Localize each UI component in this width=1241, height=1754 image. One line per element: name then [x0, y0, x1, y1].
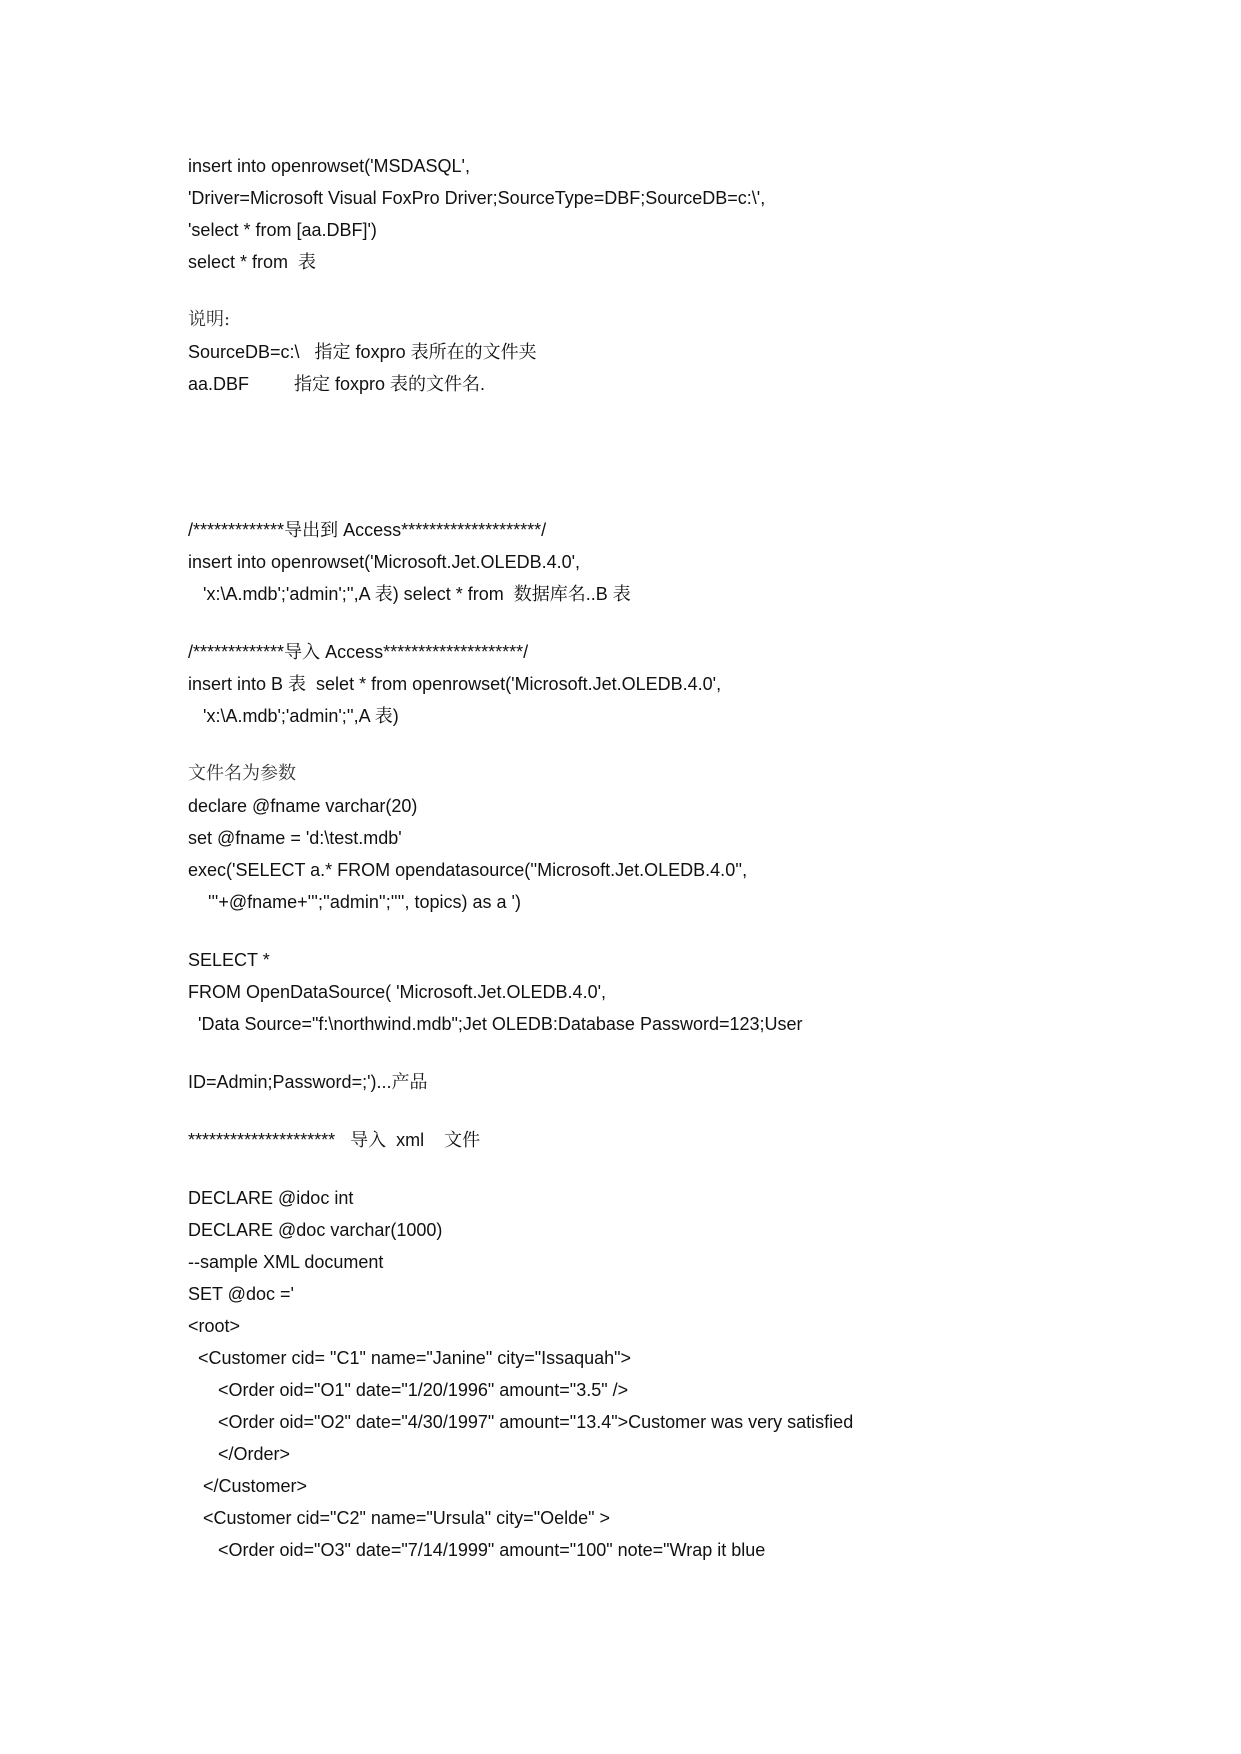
code-line: <Order oid="O3" date="7/14/1999" amount="100" note="Wrap it blue	[188, 1540, 766, 1560]
code-line: 'Data Source="f:\northwind.mdb";Jet OLEDB:Database Password=123;User	[188, 1014, 803, 1034]
code-line: declare @fname varchar(20)	[188, 796, 418, 816]
code-line: <Customer cid= "C1" name="Janine" city="Issaquah">	[188, 1348, 632, 1368]
note-line: SourceDB=c:\ 指定 foxpro 表所在的文件夹	[188, 342, 537, 362]
section-comment: ********************* 导入 xml 文件	[188, 1130, 481, 1150]
code-line: set @fname = 'd:\test.mdb'	[188, 828, 402, 848]
code-line: </Customer>	[188, 1476, 308, 1496]
note-heading: 说明:	[188, 309, 231, 330]
code-line: ID=Admin;Password=;')...产品	[188, 1072, 428, 1092]
code-line: FROM OpenDataSource( 'Microsoft.Jet.OLEDB.4.0',	[188, 982, 607, 1002]
code-line: <root>	[188, 1316, 241, 1336]
note-line: aa.DBF 指定 foxpro 表的文件名.	[188, 374, 486, 394]
code-line: SELECT *	[188, 950, 270, 970]
code-line: 'x:\A.mdb';'admin';'',A 表) select * from 数据库名..B 表	[188, 584, 631, 604]
code-line: '''+@fname+''';''admin'';'''', topics) as a ')	[188, 892, 521, 912]
code-line: insert into B 表 selet * from openrowset('Microsoft.Jet.OLEDB.4.0',	[188, 674, 722, 694]
code-line: --sample XML document	[188, 1252, 384, 1272]
code-line: insert into openrowset('MSDASQL',	[188, 156, 470, 176]
code-line: 'x:\A.mdb';'admin';'',A 表)	[188, 706, 399, 726]
code-line: select * from 表	[188, 252, 317, 272]
code-line: insert into openrowset('Microsoft.Jet.OLEDB.4.0',	[188, 552, 581, 572]
section-heading: 文件名为参数	[188, 763, 296, 784]
code-line: DECLARE @doc varchar(1000)	[188, 1220, 443, 1240]
code-line: SET @doc ='	[188, 1284, 294, 1304]
code-line: DECLARE @idoc int	[188, 1188, 354, 1208]
section-comment: /*************导入 Access********************/	[188, 642, 529, 662]
code-line: <Order oid="O1" date="1/20/1996" amount="3.5" />	[188, 1380, 629, 1400]
code-line: </Order>	[188, 1444, 291, 1464]
code-line: <Customer cid="C2" name="Ursula" city="Oelde" >	[188, 1508, 611, 1528]
code-line: 'select * from [aa.DBF]')	[188, 220, 377, 240]
code-line: exec('SELECT a.* FROM opendatasource(''Microsoft.Jet.OLEDB.4.0'',	[188, 860, 748, 880]
code-line: <Order oid="O2" date="4/30/1997" amount="13.4">Customer was very satisfied	[188, 1412, 854, 1432]
section-comment: /*************导出到 Access********************/	[188, 520, 547, 540]
code-line: 'Driver=Microsoft Visual FoxPro Driver;SourceType=DBF;SourceDB=c:\',	[188, 188, 766, 208]
